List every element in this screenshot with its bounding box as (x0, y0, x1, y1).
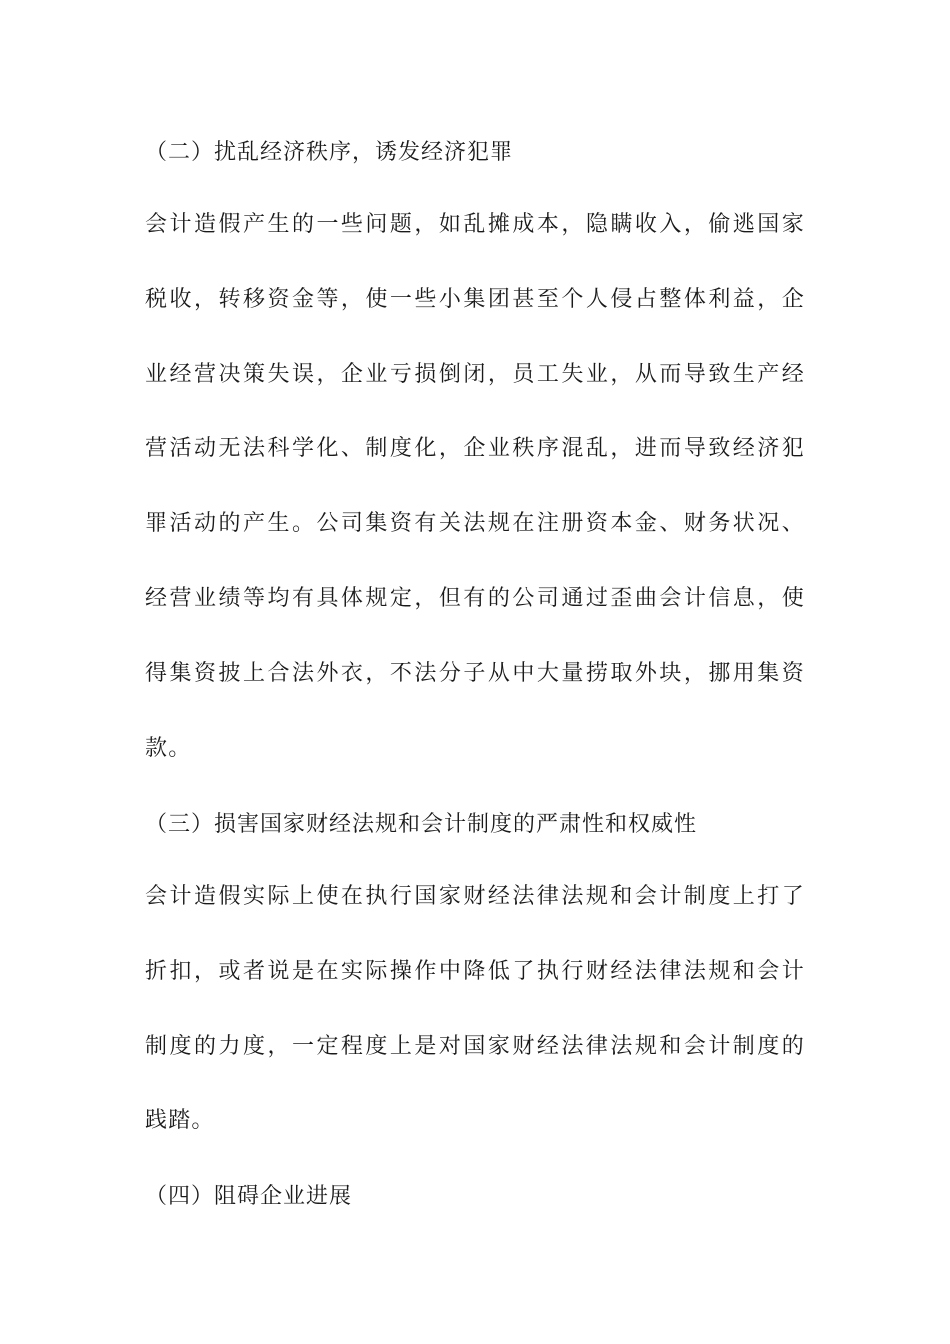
paragraph-line: 营活动无法科学化、制度化，企业秩序混乱，进而导致经济犯 (145, 436, 805, 462)
paragraph-line: 罪活动的产生。公司集资有关法规在注册资本金、财务状况、 (145, 511, 805, 537)
section-paragraph-2 (145, 188, 805, 786)
section-heading-2: （二）扰乱经济秩序，诱发经济犯罪 (145, 140, 514, 165)
paragraph-line: 制度的力度，一定程度上是对国家财经法律法规和会计制度的 (145, 1033, 805, 1059)
section-paragraph-3 (145, 860, 805, 1159)
paragraph-line: 会计造假产生的一些问题，如乱摊成本，隐瞒收入，偷逃国家 (145, 212, 805, 237)
paragraph-line: 业经营决策失误，企业亏损倒闭，员工失业，从而导致生产经 (145, 361, 805, 387)
paragraph-line: 款。 (145, 735, 192, 761)
paragraph-line: 得集资披上合法外衣，不法分子从中大量捞取外块，挪用集资 (145, 660, 805, 686)
paragraph-line: 税收，转移资金等，使一些小集团甚至个人侵占整体利益，企 (145, 286, 805, 312)
paragraph-line: 践踏。 (145, 1108, 215, 1134)
paragraph-line: 会计造假实际上使在执行国家财经法律法规和会计制度上打了 (145, 884, 805, 909)
paragraph-line: 经营业绩等均有具体规定，但有的公司通过歪曲会计信息，使 (145, 585, 805, 611)
paragraph-line: 折扣，或者说是在实际操作中降低了执行财经法律法规和会计 (145, 958, 805, 984)
section-heading-3: （三）损害国家财经法规和会计制度的严肃性和权威性 (145, 812, 698, 837)
section-heading-4: （四）阻碍企业进展 (145, 1184, 353, 1209)
